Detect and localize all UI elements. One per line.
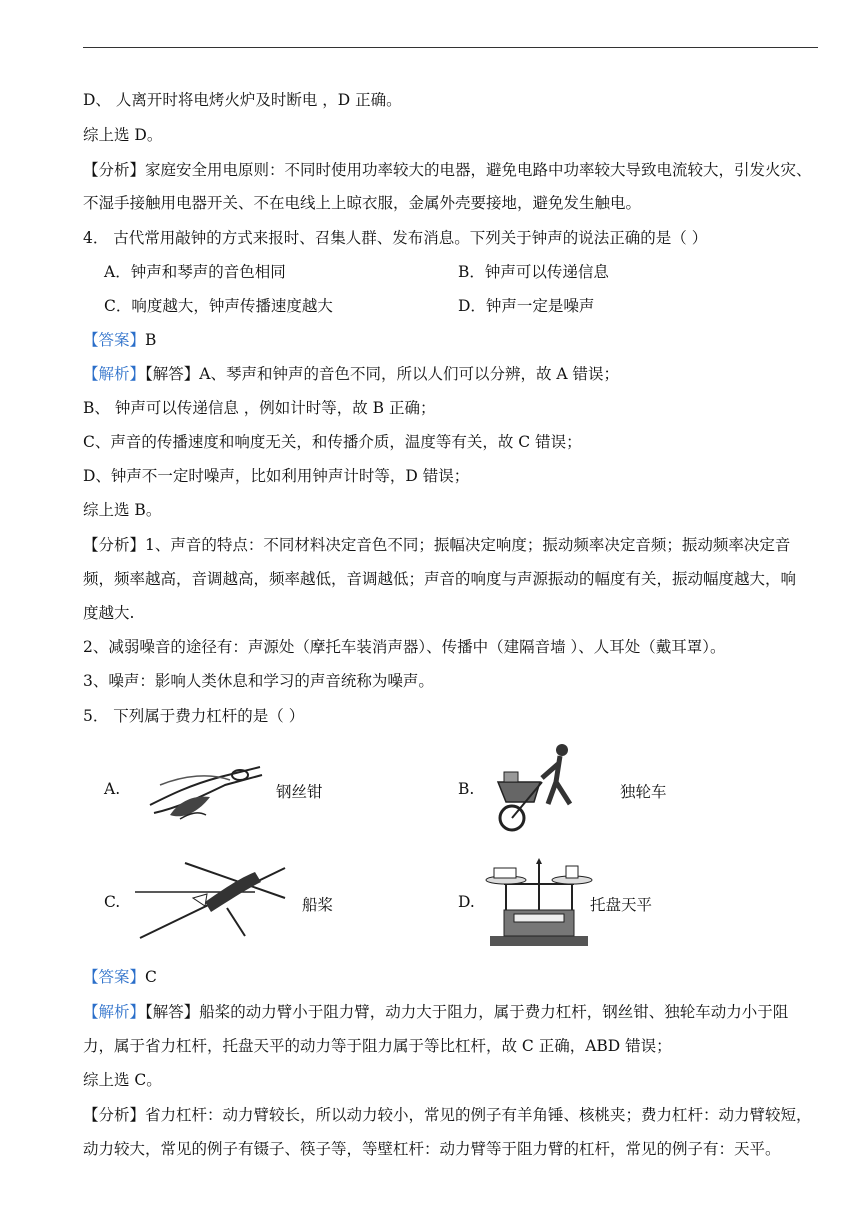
text-line: 频，频率越高，音调越高，频率越低，音调越低；声音的响度与声源振动的幅度有关，振动幅度越大，响: [83, 570, 797, 588]
explain-tag: 【解析】: [83, 1003, 146, 1021]
tray-balance-image: [484, 854, 594, 950]
text-line: D、 人离开时将电烤火炉及时断电 ，D 正确。: [83, 91, 402, 109]
explain-tag: 【解析】: [83, 365, 146, 383]
analysis-tag: 【分析】: [83, 536, 146, 554]
text-line: B、 钟声可以传递信息 ，例如计时等，故 B 正确；: [83, 399, 436, 417]
q5-option-d-letter: D.: [458, 893, 475, 911]
q5-option-b-letter: B.: [458, 780, 475, 798]
text-line: 动力较大，常见的例子有镊子、筷子等，等壁杠杆：动力臂等于阻力臂的杠杆，常见的例子有：天平。: [83, 1140, 781, 1158]
q5-option-a-letter: A.: [104, 780, 121, 798]
question-4-stem: 4． 古代常用敲钟的方式来报时、召集人群、发布消息。下列关于钟声的说法正确的是（ ）: [83, 229, 708, 247]
q5-answer: [83, 967, 157, 987]
answer-tag: 【答案】: [83, 331, 146, 349]
q5-option-d-label: 托盘天平: [590, 896, 653, 914]
wheelbarrow-image: [490, 742, 590, 834]
q5-option-c-label: 船桨: [302, 896, 334, 914]
analysis-text: 家庭安全用电原则：不同时使用功率较大的电器，避免电路中功率较大导致电流较大，引发火灾、: [145, 161, 812, 179]
q5-explain: [83, 1002, 788, 1022]
text-line: D、钟声不一定时噪声，比如利用钟声计时等，D 错误；: [83, 467, 470, 485]
question-5-stem: 5． 下列属于费力杠杆的是（ ）: [83, 707, 305, 725]
text-line: 力，属于省力杠杆，托盘天平的动力等于阻力属于等比杠杆，故 C 正确，ABD 错误；: [83, 1037, 672, 1055]
q4-option-b: B．钟声可以传递信息: [458, 263, 609, 281]
q4-answer: [83, 330, 156, 350]
wire-pliers-image: [140, 755, 270, 825]
q4-option-c: C．响度越大，钟声传播速度越大: [104, 297, 333, 315]
analysis-paragraph: [83, 160, 812, 180]
analysis-tag: 【分析】: [83, 1106, 146, 1124]
text-line: C、声音的传播速度和响度无关，和传播介质，温度等有关，故 C 错误；: [83, 433, 582, 451]
text-line: 综上选 C。: [83, 1071, 162, 1089]
analysis-text: 省力杠杆：动力臂较长，所以动力较小，常见的例子有羊角锤、核桃夹；费力杠杆：动力臂较短，: [145, 1106, 812, 1124]
explain-text: A、琴声和钟声的音色不同，所以人们可以分辨，故 A 错误；: [199, 365, 620, 383]
analysis-text: 1、声音的特点：不同材料决定音色不同；振幅决定响度；振动频率决定音频；振动频率决定音: [145, 536, 791, 554]
text-line: 不湿手接触用电器开关、不在电线上上晾衣服，金属外壳要接地，避免发生触电。: [83, 194, 642, 212]
q5-analysis: [83, 1105, 812, 1125]
q4-option-a: A．钟声和琴声的音色相同: [104, 263, 286, 281]
solve-tag: 【解答】: [145, 1003, 200, 1021]
text-line: 综上选 D。: [83, 126, 163, 144]
q4-explain: [83, 364, 619, 384]
text-line: 3、噪声：影响人类休息和学习的声音统称为噪声。: [83, 672, 434, 690]
explain-text: 船桨的动力臂小于阻力臂，动力大于阻力，属于费力杠杆，钢丝钳、独轮车动力小于阻: [199, 1003, 789, 1021]
analysis-tag: 【分析】: [83, 161, 146, 179]
rowing-oar-image: [135, 858, 295, 944]
answer-value: C: [145, 968, 157, 986]
q4-analysis: [83, 535, 790, 555]
solve-tag: 【解答】: [145, 365, 200, 383]
answer-value: B: [145, 331, 157, 349]
text-line: 综上选 B。: [83, 501, 162, 519]
q5-option-b-label: 独轮车: [620, 783, 667, 801]
q4-option-d: D．钟声一定是噪声: [458, 297, 595, 315]
q5-option-a-label: 钢丝钳: [276, 783, 323, 801]
header-rule: [83, 47, 818, 48]
text-line: 2、减弱噪音的途径有：声源处（摩托车装消声器）、传播中（建隔音墙 ）、人耳处（戴耳罩）。: [83, 638, 726, 656]
q5-option-c-letter: C.: [104, 893, 121, 911]
text-line: 度越大.: [83, 604, 135, 622]
answer-tag: 【答案】: [83, 968, 146, 986]
